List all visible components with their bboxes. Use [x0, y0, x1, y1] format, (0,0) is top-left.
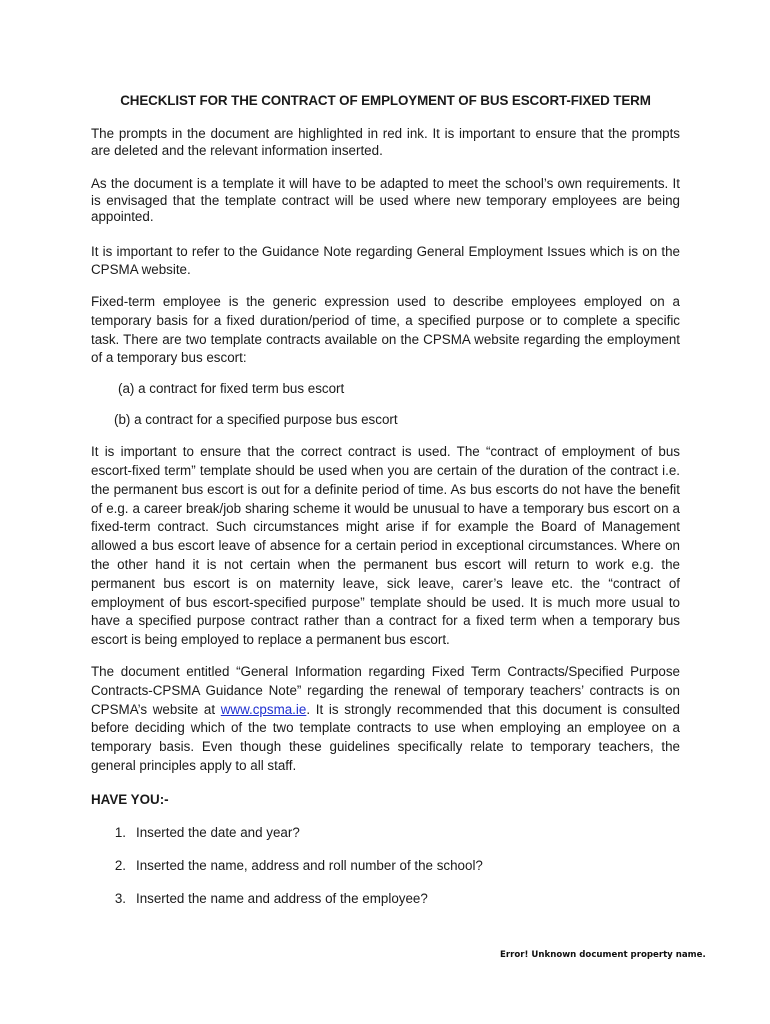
- checklist-item-2: [91, 858, 680, 874]
- paragraph-prompts: The prompts in the document are highlighted in red ink. It is important to ensure that the prompts are deleted and the relevant information inserted.: [91, 126, 680, 158]
- sub-item-a: (a) a contract for fixed term bus escort: [118, 381, 345, 397]
- sub-item-b: (b) a contract for a specified purpose bus escort: [114, 412, 398, 428]
- checklist-text: Inserted the date and year?: [136, 824, 300, 840]
- checklist-number: 2.: [114, 857, 126, 873]
- checklist: [91, 825, 680, 907]
- document-page: [91, 93, 680, 924]
- checklist-number: 3.: [114, 890, 126, 906]
- paragraph-text-before-link: The document entitled “General Information regarding Fixed Term Contracts/Specified Purpose Contracts-CPSMA Guidance Note” regarding the renewal of temporary teachers’ contracts is on CPSMA’s website at: [91, 664, 680, 717]
- cpsma-website-link[interactable]: www.cpsma.ie: [220, 701, 307, 717]
- checklist-item-3: [91, 891, 680, 907]
- checklist-heading: HAVE YOU:-: [91, 791, 169, 807]
- paragraph-general-information: [91, 663, 680, 776]
- checklist-number: 1.: [114, 824, 126, 840]
- document-title: CHECKLIST FOR THE CONTRACT OF EMPLOYMENT OF BUS ESCORT-FIXED TERM: [120, 93, 651, 108]
- paragraph-text-after-link: . It is strongly recommended that this document is consulted before deciding which of the two template contracts to use when employing an employee on a temporary basis. Even though these guidelines specifically relate to temporary teachers, the general principles apply to all staff.: [91, 701, 680, 774]
- checklist-item-1: [91, 825, 680, 841]
- checklist-text: Inserted the name and address of the employee?: [136, 890, 428, 906]
- paragraph-guidance-note: It is important to refer to the Guidance Note regarding General Employment Issues which is on the CPSMA website.: [91, 243, 680, 278]
- paragraph-template: As the document is a template it will have to be adapted to meet the school’s own requirements. It is envisaged that the template contract will be used where new temporary employees are being appointed.: [91, 176, 680, 224]
- page-footer: Error! Unknown document property name.: [500, 950, 706, 960]
- paragraph-fixed-term-definition: Fixed-term employee is the generic expression used to describe employees employed on a temporary basis for a fixed duration/period of time, a specified purpose or to complete a specific task. There are two template contracts available on the CPSMA website regarding the employment of a temporary bus escort:: [91, 294, 680, 366]
- checklist-text: Inserted the name, address and roll number of the school?: [136, 857, 483, 873]
- paragraph-correct-contract: It is important to ensure that the correct contract is used. The “contract of employment of bus escort-fixed term” template should be used when you are certain of the duration of the contract i.e. the permanent bus escort is out for a definite period of time. As bus escorts do not have the benefit of e.g. a career break/job sharing scheme it would be unusual to have a temporary bus escort on a fixed-term contract. Such circumstances might arise if for example the Board of Management allowed a bus escort leave of absence for a certain period in exceptional circumstances. Where on the other hand it is not certain when the permanent bus escort will return to work e.g. the permanent bus escort is on maternity leave, sick leave, carer’s leave etc. the “contract of employment of bus escort-specified purpose” template should be used. It is much more usual to have a specified purpose contract rather than a contract for a fixed term when a temporary bus escort is being employed to replace a permanent bus escort.: [91, 444, 680, 648]
